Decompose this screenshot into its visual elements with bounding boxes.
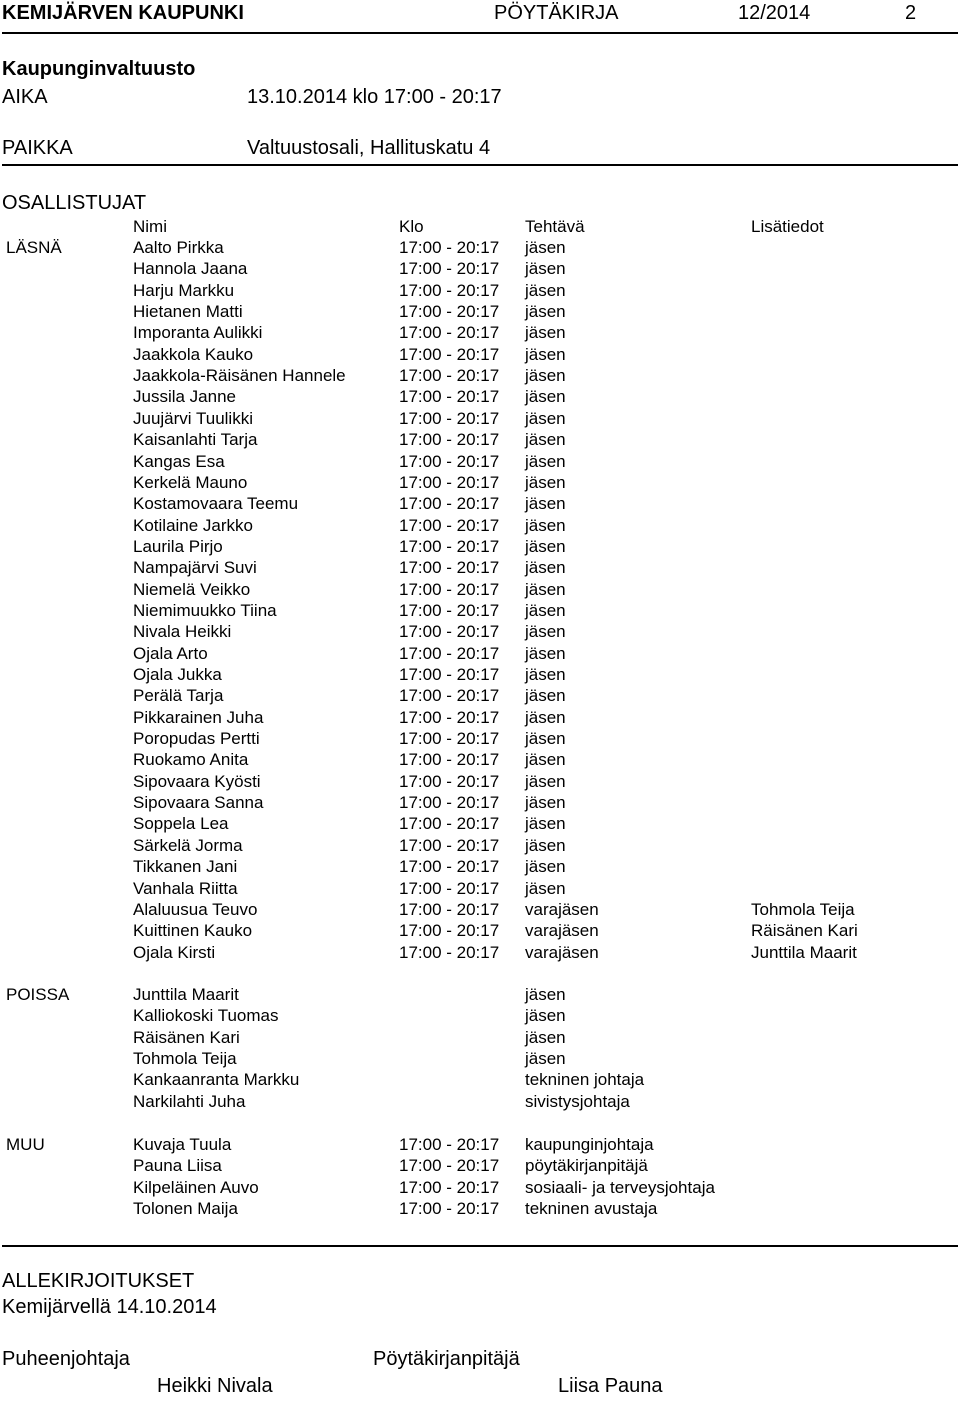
participant-name: Juujärvi Tuulikki bbox=[133, 408, 253, 428]
chair-label: Puheenjohtaja bbox=[2, 1348, 130, 1370]
participant-role: jäsen bbox=[525, 771, 566, 791]
participant-name: Laurila Pirjo bbox=[133, 536, 223, 556]
signatures-rule bbox=[2, 1245, 958, 1247]
participant-name: Kangas Esa bbox=[133, 451, 225, 471]
participant-row bbox=[0, 1177, 960, 1198]
participant-time: 17:00 - 20:17 bbox=[399, 1135, 500, 1154]
participant-row bbox=[0, 942, 960, 963]
participant-role: jäsen bbox=[525, 366, 566, 386]
participant-time: 17:00 - 20:17 bbox=[399, 942, 500, 962]
participant-row bbox=[0, 515, 960, 536]
participant-row bbox=[0, 344, 960, 365]
header-page-number: 2 bbox=[905, 2, 917, 24]
participant-info: Räisänen Kari bbox=[751, 921, 858, 941]
column-header-role: Tehtävä bbox=[525, 217, 585, 236]
participant-role: jäsen bbox=[525, 665, 566, 684]
participant-row bbox=[0, 792, 960, 813]
participant-row bbox=[0, 621, 960, 642]
participant-time: 17:00 - 20:17 bbox=[399, 451, 500, 471]
participant-name: Niemelä Veikko bbox=[133, 579, 251, 599]
participant-row bbox=[0, 301, 960, 322]
participant-role: varajäsen bbox=[525, 921, 599, 941]
participant-name: Junttila Maarit bbox=[133, 985, 239, 1004]
participant-name: Ruokamo Anita bbox=[133, 750, 249, 770]
participant-row bbox=[0, 728, 960, 749]
participant-name: Niemimuukko Tiina bbox=[133, 600, 277, 620]
participant-role: jäsen bbox=[525, 558, 566, 578]
participant-name: Sipovaara Kyösti bbox=[133, 771, 261, 791]
participant-time: 17:00 - 20:17 bbox=[399, 515, 500, 535]
header-rule bbox=[2, 32, 958, 34]
secretary-name: Liisa Pauna bbox=[558, 1375, 663, 1397]
participant-time: 17:00 - 20:17 bbox=[399, 302, 500, 322]
participant-name: Pikkarainen Juha bbox=[133, 707, 264, 727]
participant-row bbox=[0, 771, 960, 792]
participant-role: jäsen bbox=[525, 579, 566, 599]
participant-time: 17:00 - 20:17 bbox=[399, 323, 500, 343]
participant-row bbox=[0, 664, 960, 685]
participant-role: jäsen bbox=[525, 302, 566, 322]
participant-row bbox=[0, 429, 960, 450]
participant-name: Kostamovaara Teemu bbox=[133, 494, 299, 514]
header-doc-number: 12/2014 bbox=[738, 2, 811, 24]
participant-name: Soppela Lea bbox=[133, 814, 229, 834]
participant-name: Pauna Liisa bbox=[133, 1156, 222, 1176]
participant-row bbox=[0, 322, 960, 343]
participant-row bbox=[0, 408, 960, 429]
participant-time: 17:00 - 20:17 bbox=[399, 387, 500, 407]
time-value: 13.10.2014 klo 17:00 - 20:17 bbox=[247, 86, 502, 108]
participant-role: jäsen bbox=[525, 750, 566, 770]
header-org: KEMIJÄRVEN KAUPUNKI bbox=[2, 2, 244, 24]
participant-role: jäsen bbox=[525, 1049, 566, 1069]
participant-row bbox=[0, 1134, 960, 1155]
participant-role: jäsen bbox=[525, 793, 566, 813]
participant-name: Särkelä Jorma bbox=[133, 835, 243, 855]
participant-time: 17:00 - 20:17 bbox=[399, 344, 500, 364]
group-label: LÄSNÄ bbox=[6, 238, 62, 257]
participant-name: Poropudas Pertti bbox=[133, 729, 260, 749]
participant-row bbox=[0, 579, 960, 600]
signatures-place-date: Kemijärvellä 14.10.2014 bbox=[2, 1296, 217, 1318]
participant-role: jäsen bbox=[525, 1006, 566, 1026]
participant-role: jäsen bbox=[525, 835, 566, 855]
participant-row bbox=[0, 1005, 960, 1026]
participant-time: 17:00 - 20:17 bbox=[399, 408, 500, 428]
participant-role: jäsen bbox=[525, 280, 566, 300]
participant-time: 17:00 - 20:17 bbox=[399, 366, 500, 386]
participant-role: jäsen bbox=[525, 600, 566, 620]
participant-role: jäsen bbox=[525, 323, 566, 343]
participant-time: 17:00 - 20:17 bbox=[399, 686, 500, 706]
time-label: AIKA bbox=[2, 86, 48, 108]
participant-time: 17:00 - 20:17 bbox=[399, 729, 500, 749]
participant-time: 17:00 - 20:17 bbox=[399, 600, 500, 620]
participant-row bbox=[0, 749, 960, 770]
participant-name: Tohmola Teija bbox=[133, 1049, 237, 1069]
secretary-label: Pöytäkirjanpitäjä bbox=[373, 1348, 520, 1370]
participant-role: jäsen bbox=[525, 878, 566, 898]
participant-time: 17:00 - 20:17 bbox=[399, 558, 500, 578]
participant-name: Aalto Pirkka bbox=[133, 238, 224, 257]
participant-role: varajäsen bbox=[525, 942, 599, 962]
participant-name: Kuittinen Kauko bbox=[133, 921, 253, 941]
participant-name: Harju Markku bbox=[133, 280, 235, 300]
participant-time: 17:00 - 20:17 bbox=[399, 430, 500, 450]
participant-row bbox=[0, 984, 960, 1005]
participant-role: kaupunginjohtaja bbox=[525, 1135, 654, 1154]
participant-role: tekninen johtaja bbox=[525, 1070, 645, 1090]
participant-name: Kotilaine Jarkko bbox=[133, 515, 254, 535]
participant-role: jäsen bbox=[525, 430, 566, 450]
participant-row bbox=[0, 280, 960, 301]
participant-name: Jussila Janne bbox=[133, 387, 237, 407]
participant-role: jäsen bbox=[525, 707, 566, 727]
participant-row bbox=[0, 1069, 960, 1090]
participant-time: 17:00 - 20:17 bbox=[399, 1199, 500, 1219]
participant-name: Alaluusua Teuvo bbox=[133, 899, 258, 919]
participant-role: jäsen bbox=[525, 536, 566, 556]
participant-role: jäsen bbox=[525, 814, 566, 834]
participant-name: Sipovaara Sanna bbox=[133, 793, 264, 813]
participant-role: sivistysjohtaja bbox=[525, 1091, 630, 1111]
participant-role: varajäsen bbox=[525, 899, 599, 919]
meeting-rule bbox=[2, 164, 958, 166]
participant-time: 17:00 - 20:17 bbox=[399, 771, 500, 791]
participant-name: Jaakkola Kauko bbox=[133, 344, 254, 364]
group-label: POISSA bbox=[6, 985, 70, 1004]
participants-column-headers bbox=[0, 216, 960, 237]
participant-row bbox=[0, 920, 960, 941]
participant-time: 17:00 - 20:17 bbox=[399, 494, 500, 514]
participant-row bbox=[0, 899, 960, 920]
participant-row bbox=[0, 1091, 960, 1112]
column-header-time: Klo bbox=[399, 217, 424, 236]
participant-role: jäsen bbox=[525, 472, 566, 492]
participant-row bbox=[0, 1198, 960, 1219]
participant-role: jäsen bbox=[525, 408, 566, 428]
participant-time: 17:00 - 20:17 bbox=[399, 707, 500, 727]
participant-name: Kilpeläinen Auvo bbox=[133, 1177, 259, 1197]
participant-name: Nampajärvi Suvi bbox=[133, 558, 257, 578]
participant-name: Narkilahti Juha bbox=[133, 1091, 246, 1111]
participant-name: Nivala Heikki bbox=[133, 622, 232, 642]
participant-row bbox=[0, 1155, 960, 1176]
participant-name: Hietanen Matti bbox=[133, 302, 243, 322]
participant-time: 17:00 - 20:17 bbox=[399, 280, 500, 300]
participant-time: 17:00 - 20:17 bbox=[399, 921, 500, 941]
participant-time: 17:00 - 20:17 bbox=[399, 665, 500, 684]
participant-row bbox=[0, 707, 960, 728]
participant-time: 17:00 - 20:17 bbox=[399, 899, 500, 919]
participant-time: 17:00 - 20:17 bbox=[399, 814, 500, 834]
participant-role: jäsen bbox=[525, 985, 566, 1004]
participant-role: jäsen bbox=[525, 857, 566, 877]
participant-time: 17:00 - 20:17 bbox=[399, 1177, 500, 1197]
participant-name: Räisänen Kari bbox=[133, 1027, 240, 1047]
place-value: Valtuustosali, Hallituskatu 4 bbox=[247, 137, 491, 159]
participant-row bbox=[0, 258, 960, 279]
participant-row bbox=[0, 1027, 960, 1048]
participant-row bbox=[0, 536, 960, 557]
column-header-info: Lisätiedot bbox=[751, 217, 824, 236]
participant-role: jäsen bbox=[525, 387, 566, 407]
group-label: MUU bbox=[6, 1135, 45, 1154]
participant-row bbox=[0, 878, 960, 899]
participant-time: 17:00 - 20:17 bbox=[399, 857, 500, 877]
participant-time: 17:00 - 20:17 bbox=[399, 793, 500, 813]
place-label: PAIKKA bbox=[2, 137, 73, 159]
participant-info: Tohmola Teija bbox=[751, 899, 855, 919]
participant-role: jäsen bbox=[525, 259, 566, 279]
participant-row bbox=[0, 643, 960, 664]
participant-role: jäsen bbox=[525, 686, 566, 706]
participant-row bbox=[0, 813, 960, 834]
participant-role: jäsen bbox=[525, 451, 566, 471]
participant-name: Kaisanlahti Tarja bbox=[133, 430, 258, 450]
participant-row bbox=[0, 451, 960, 472]
participant-row bbox=[0, 365, 960, 386]
participant-row bbox=[0, 856, 960, 877]
participant-role: jäsen bbox=[525, 643, 566, 663]
participant-name: Kerkelä Mauno bbox=[133, 472, 248, 492]
participant-row bbox=[0, 472, 960, 493]
participant-name: Ojala Kirsti bbox=[133, 942, 216, 962]
participant-name: Kankaanranta Markku bbox=[133, 1070, 300, 1090]
participant-role: jäsen bbox=[525, 344, 566, 364]
chair-name: Heikki Nivala bbox=[157, 1375, 273, 1397]
participant-name: Kuvaja Tuula bbox=[133, 1135, 232, 1154]
participant-row bbox=[0, 1048, 960, 1069]
participant-time: 17:00 - 20:17 bbox=[399, 750, 500, 770]
participants-title: OSALLISTUJAT bbox=[2, 192, 147, 214]
participant-time: 17:00 - 20:17 bbox=[399, 878, 500, 898]
participant-time: 17:00 - 20:17 bbox=[399, 643, 500, 663]
participant-time: 17:00 - 20:17 bbox=[399, 1156, 500, 1176]
participant-row bbox=[0, 493, 960, 514]
participant-name: Vanhala Riitta bbox=[133, 878, 238, 898]
participant-name: Perälä Tarja bbox=[133, 686, 224, 706]
participant-time: 17:00 - 20:17 bbox=[399, 536, 500, 556]
participant-role: jäsen bbox=[525, 515, 566, 535]
meeting-body: Kaupunginvaltuusto bbox=[2, 58, 196, 80]
participant-name: Imporanta Aulikki bbox=[133, 323, 263, 343]
participant-row bbox=[0, 237, 960, 258]
participant-row bbox=[0, 600, 960, 621]
participant-time: 17:00 - 20:17 bbox=[399, 259, 500, 279]
participant-role: sosiaali- ja terveysjohtaja bbox=[525, 1177, 715, 1197]
participant-role: jäsen bbox=[525, 729, 566, 749]
participant-name: Jaakkola-Räisänen Hannele bbox=[133, 366, 346, 386]
participant-time: 17:00 - 20:17 bbox=[399, 472, 500, 492]
participant-row bbox=[0, 386, 960, 407]
participant-time: 17:00 - 20:17 bbox=[399, 579, 500, 599]
participant-time: 17:00 - 20:17 bbox=[399, 238, 500, 257]
participant-info: Junttila Maarit bbox=[751, 942, 857, 962]
participant-role: jäsen bbox=[525, 238, 566, 257]
column-header-name: Nimi bbox=[133, 217, 167, 236]
participant-name: Tikkanen Jani bbox=[133, 857, 238, 877]
participant-row bbox=[0, 557, 960, 578]
participant-time: 17:00 - 20:17 bbox=[399, 835, 500, 855]
participant-name: Ojala Arto bbox=[133, 643, 208, 663]
participant-name: Hannola Jaana bbox=[133, 259, 248, 279]
participant-name: Kalliokoski Tuomas bbox=[133, 1006, 279, 1026]
participant-row bbox=[0, 685, 960, 706]
participant-name: Ojala Jukka bbox=[133, 665, 222, 684]
header-doc-type: PÖYTÄKIRJA bbox=[494, 2, 619, 24]
participant-role: jäsen bbox=[525, 622, 566, 642]
participant-row bbox=[0, 835, 960, 856]
participant-role: tekninen avustaja bbox=[525, 1199, 658, 1219]
participant-role: jäsen bbox=[525, 494, 566, 514]
participant-role: jäsen bbox=[525, 1027, 566, 1047]
signatures-title: ALLEKIRJOITUKSET bbox=[2, 1270, 195, 1292]
participant-role: pöytäkirjanpitäjä bbox=[525, 1156, 648, 1176]
participant-name: Tolonen Maija bbox=[133, 1199, 238, 1219]
participant-time: 17:00 - 20:17 bbox=[399, 622, 500, 642]
